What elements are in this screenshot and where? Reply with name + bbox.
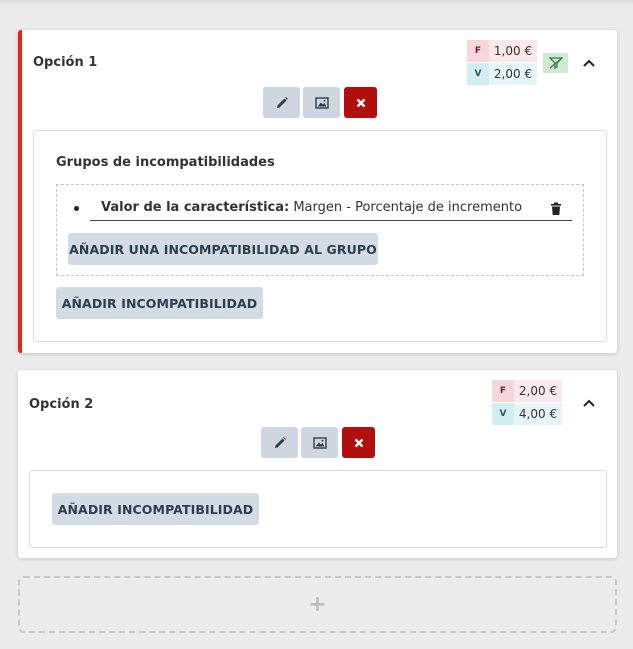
chevron-up-icon[interactable] — [582, 396, 596, 410]
option-card-1 — [18, 30, 617, 353]
edit-button[interactable] — [263, 87, 300, 118]
image-icon — [315, 97, 329, 109]
incompat-item-value: Margen - Porcentaje de incremento — [293, 200, 523, 215]
option-title: Opción 2 — [29, 397, 94, 412]
price-value: 1,00 € — [489, 40, 537, 62]
pencil-icon — [273, 436, 287, 450]
add-incompatibility-button[interactable]: AÑADIR INCOMPATIBILIDAD — [56, 287, 263, 319]
price-row-fixed — [467, 40, 537, 62]
incompatibilities-panel — [33, 130, 607, 342]
price-label: F — [492, 380, 514, 402]
filter-off-icon[interactable] — [543, 53, 568, 73]
price-table — [492, 380, 562, 426]
add-group-incompatibility-button[interactable]: AÑADIR UNA INCOMPATIBILIDAD AL GRUPO — [68, 233, 378, 265]
incompat-group — [56, 184, 584, 276]
price-label: F — [467, 40, 489, 62]
edit-button[interactable] — [261, 427, 298, 458]
image-icon — [313, 437, 327, 449]
incompatibilities-panel — [29, 470, 607, 548]
top-shadow — [0, 0, 633, 6]
list-bullet — [74, 206, 79, 211]
trash-icon[interactable] — [550, 201, 562, 220]
delete-button[interactable] — [342, 427, 375, 458]
pencil-icon — [275, 96, 289, 110]
price-value: 2,00 € — [489, 63, 537, 85]
price-table — [467, 40, 537, 86]
item-underline — [90, 220, 572, 221]
option-card-2 — [18, 370, 617, 558]
image-button[interactable] — [301, 427, 338, 458]
incompat-groups-heading: Grupos de incompatibilidades — [56, 155, 275, 170]
plus-icon: + — [308, 592, 327, 617]
price-row-fixed — [492, 380, 562, 402]
close-icon — [354, 438, 364, 448]
chevron-up-icon[interactable] — [582, 56, 596, 70]
price-label: V — [467, 63, 489, 85]
add-option-button[interactable] — [18, 576, 617, 633]
image-button[interactable] — [303, 87, 340, 118]
price-row-variable — [467, 63, 537, 85]
price-value: 4,00 € — [514, 403, 562, 425]
option-title: Opción 1 — [33, 55, 98, 70]
close-icon — [356, 98, 366, 108]
add-incompatibility-button[interactable]: AÑADIR INCOMPATIBILIDAD — [52, 493, 259, 525]
price-value: 2,00 € — [514, 380, 562, 402]
incompat-item — [101, 200, 522, 215]
delete-button[interactable] — [344, 87, 377, 118]
price-label: V — [492, 403, 514, 425]
incompat-item-label: Valor de la característica: — [101, 200, 290, 215]
price-row-variable — [492, 403, 562, 425]
